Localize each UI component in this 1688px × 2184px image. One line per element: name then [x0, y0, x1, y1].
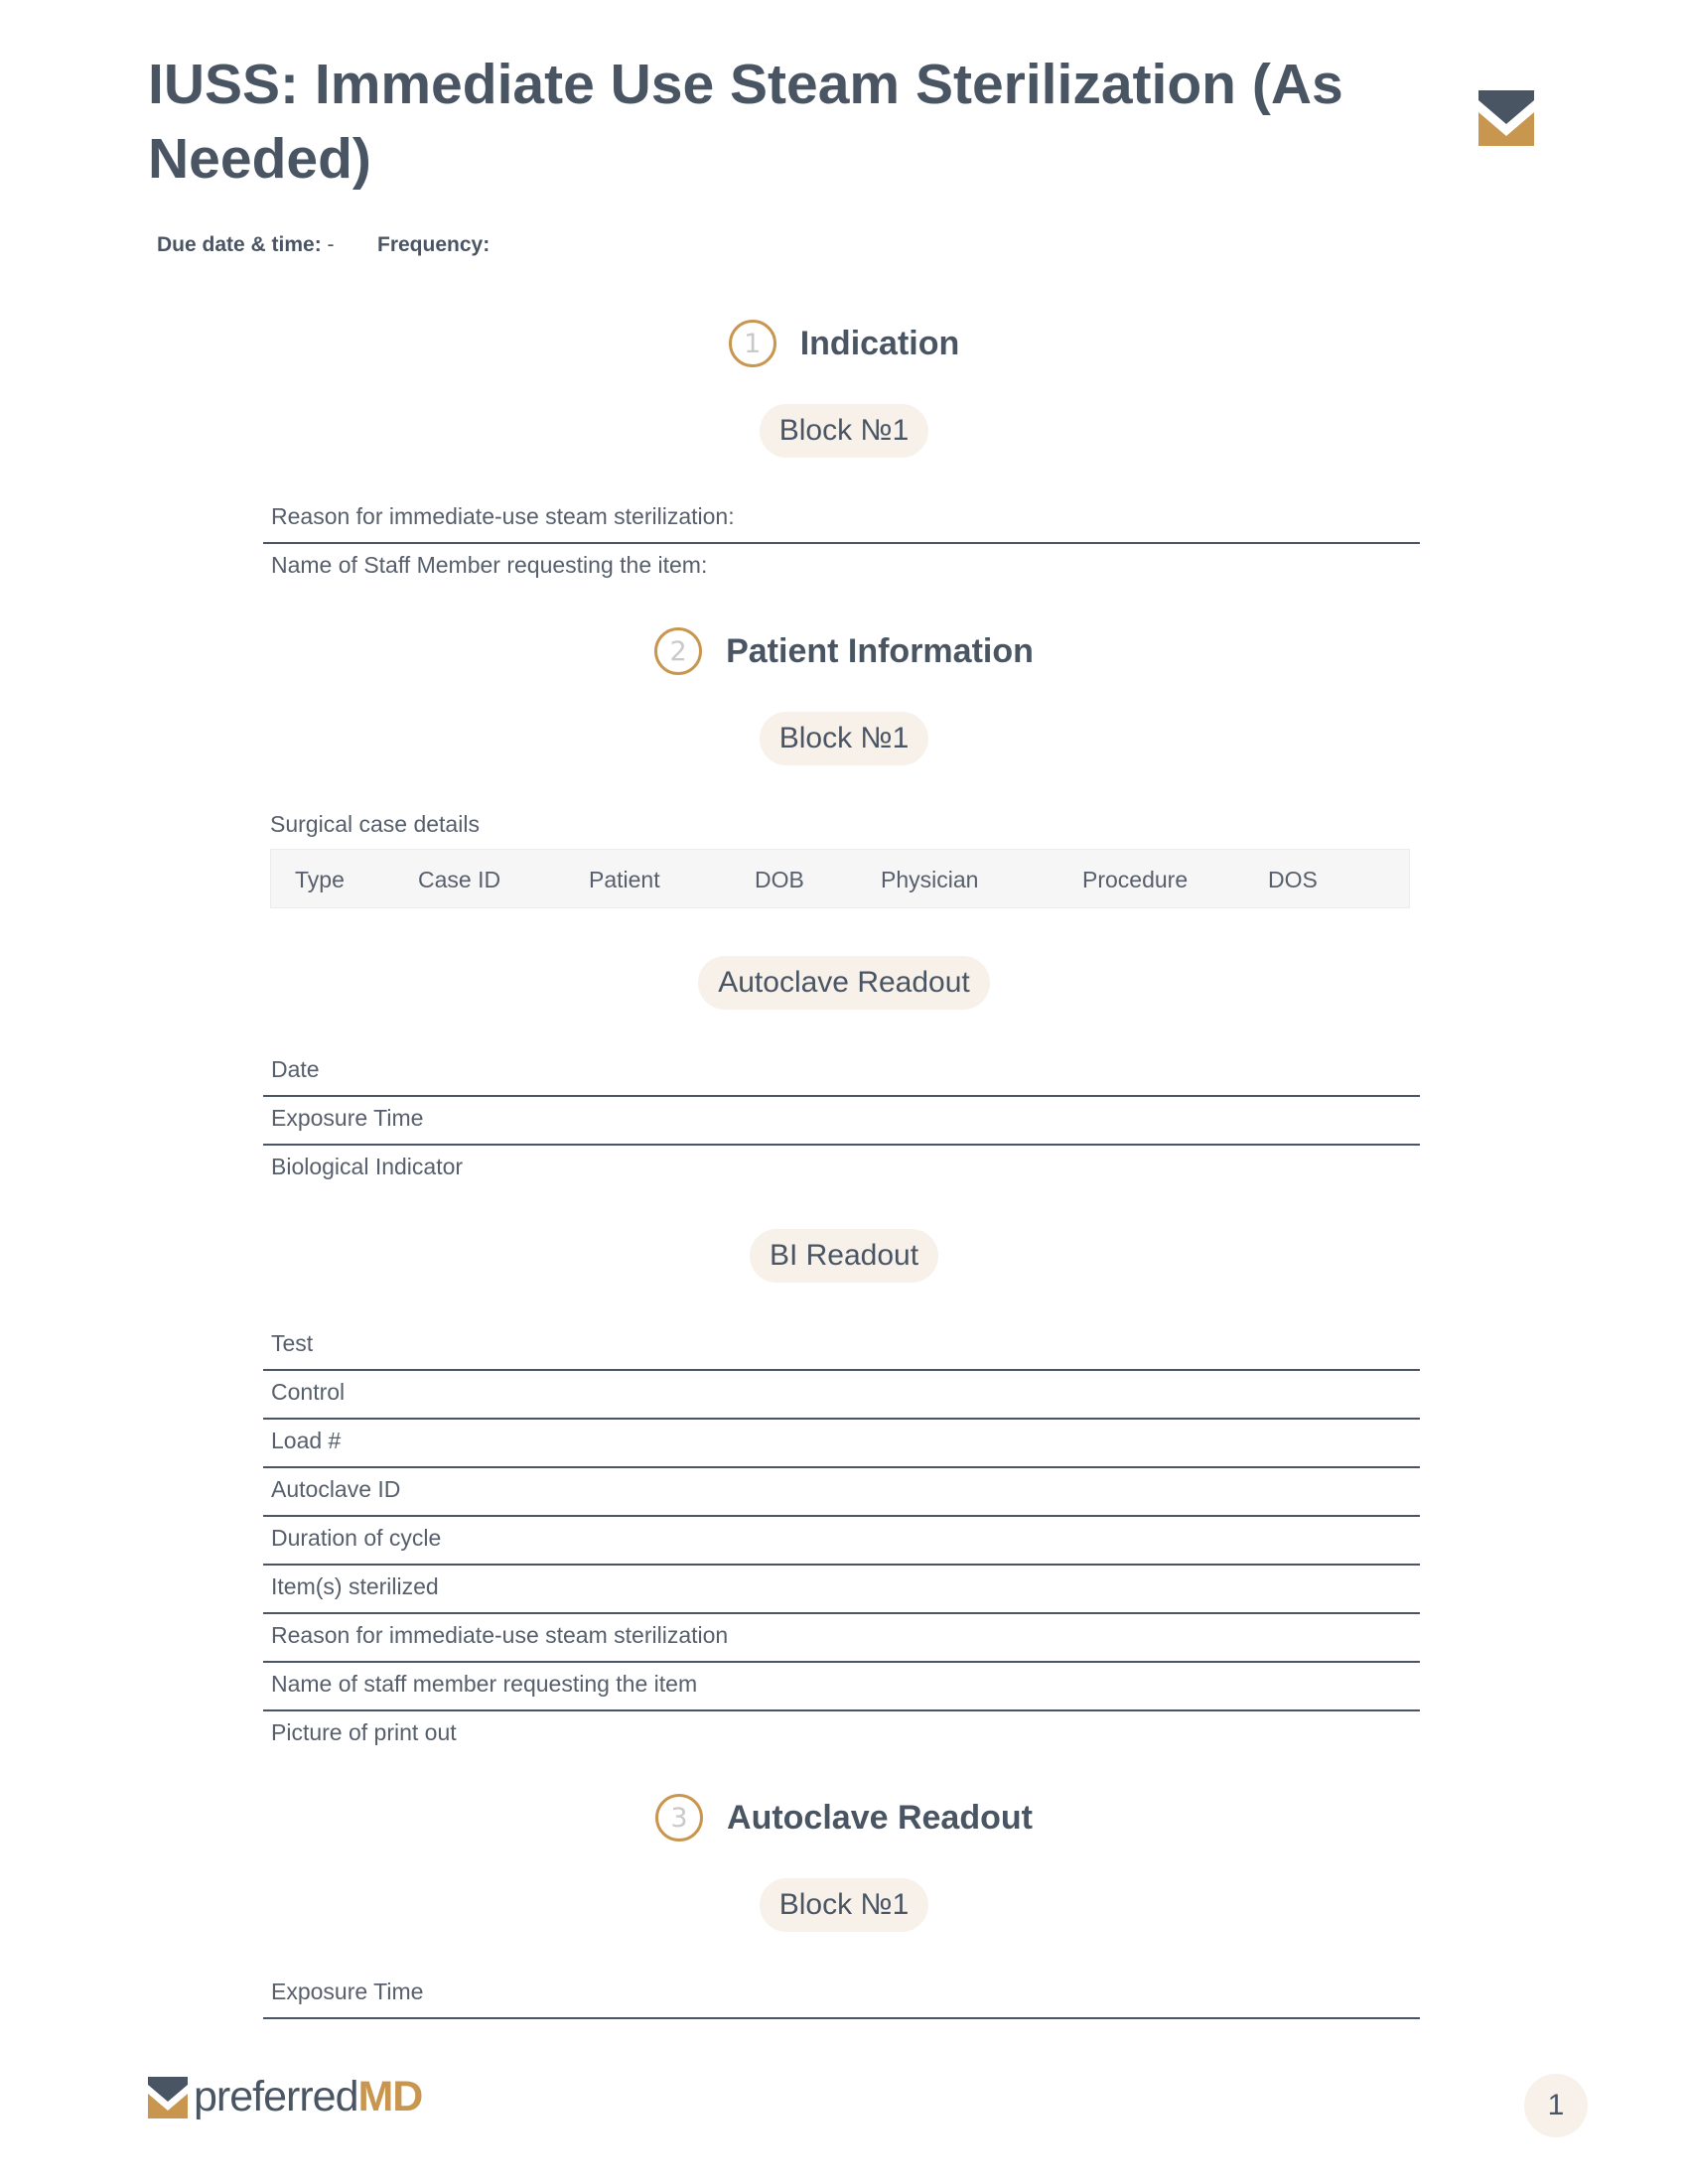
biological-indicator-field[interactable]: Biological Indicator [271, 1154, 464, 1179]
section-title: Patient Information [726, 631, 1034, 670]
due-date-label: Due date & time: - [157, 233, 335, 256]
column-header: DOS [1268, 867, 1318, 892]
reason-field[interactable]: Reason for immediate-use steam sterilization: [263, 493, 1420, 544]
bi-readout-pill: BI Readout [0, 1229, 1688, 1283]
page-title: IUSS: Immediate Use Steam Sterilization (As Needed) [148, 53, 1343, 191]
load-number-field[interactable]: Load # [263, 1418, 1420, 1468]
duration-of-cycle-field[interactable]: Duration of cycle [263, 1515, 1420, 1566]
autoclave-id-field[interactable]: Autoclave ID [263, 1466, 1420, 1517]
checkmark-logo-icon [148, 2077, 188, 2118]
column-header: DOB [755, 867, 804, 892]
footer-logo [148, 2073, 422, 2121]
block-pill: Block №1 [0, 404, 1688, 458]
section-number: 3 [655, 1794, 703, 1842]
control-field[interactable]: Control [263, 1369, 1420, 1420]
section-number: 1 [729, 320, 776, 367]
staff-requesting-field[interactable]: Name of staff member requesting the item [263, 1661, 1420, 1711]
page-number: 1 [1524, 2074, 1588, 2137]
items-sterilized-field[interactable]: Item(s) sterilized [263, 1564, 1420, 1614]
picture-of-print-out-field[interactable]: Picture of print out [271, 1719, 457, 1745]
autoclave-readout-pill: Autoclave Readout [0, 956, 1688, 1010]
staff-name-field[interactable]: Name of Staff Member requesting the item: [271, 552, 708, 578]
exposure-time-field[interactable]: Exposure Time [263, 1095, 1420, 1146]
checkmark-logo-icon [1478, 90, 1534, 146]
surgical-case-table [270, 849, 1410, 908]
column-header: Case ID [418, 867, 501, 892]
column-header: Procedure [1082, 867, 1189, 892]
reason-iuss-field[interactable]: Reason for immediate-use steam sterilization [263, 1612, 1420, 1663]
block-pill: Block №1 [0, 712, 1688, 765]
section-title: Indication [799, 324, 960, 362]
block-pill: Block №1 [0, 1878, 1688, 1932]
exposure-time-field[interactable]: Exposure Time [263, 1969, 1420, 2019]
column-header: Physician [881, 867, 979, 892]
section-patient-information [0, 627, 1688, 675]
frequency-label: Frequency: [377, 233, 491, 256]
test-field[interactable]: Test [263, 1320, 1420, 1371]
column-header: Patient [589, 867, 660, 892]
brand-name: preferredMD [194, 2073, 423, 2120]
section-title: Autoclave Readout [727, 1798, 1033, 1837]
date-field[interactable]: Date [263, 1046, 1420, 1097]
section-autoclave-readout [0, 1794, 1688, 1842]
section-number: 2 [654, 627, 702, 675]
table-label: Surgical case details [270, 811, 480, 837]
column-header: Type [295, 867, 345, 892]
section-indication [0, 320, 1688, 367]
